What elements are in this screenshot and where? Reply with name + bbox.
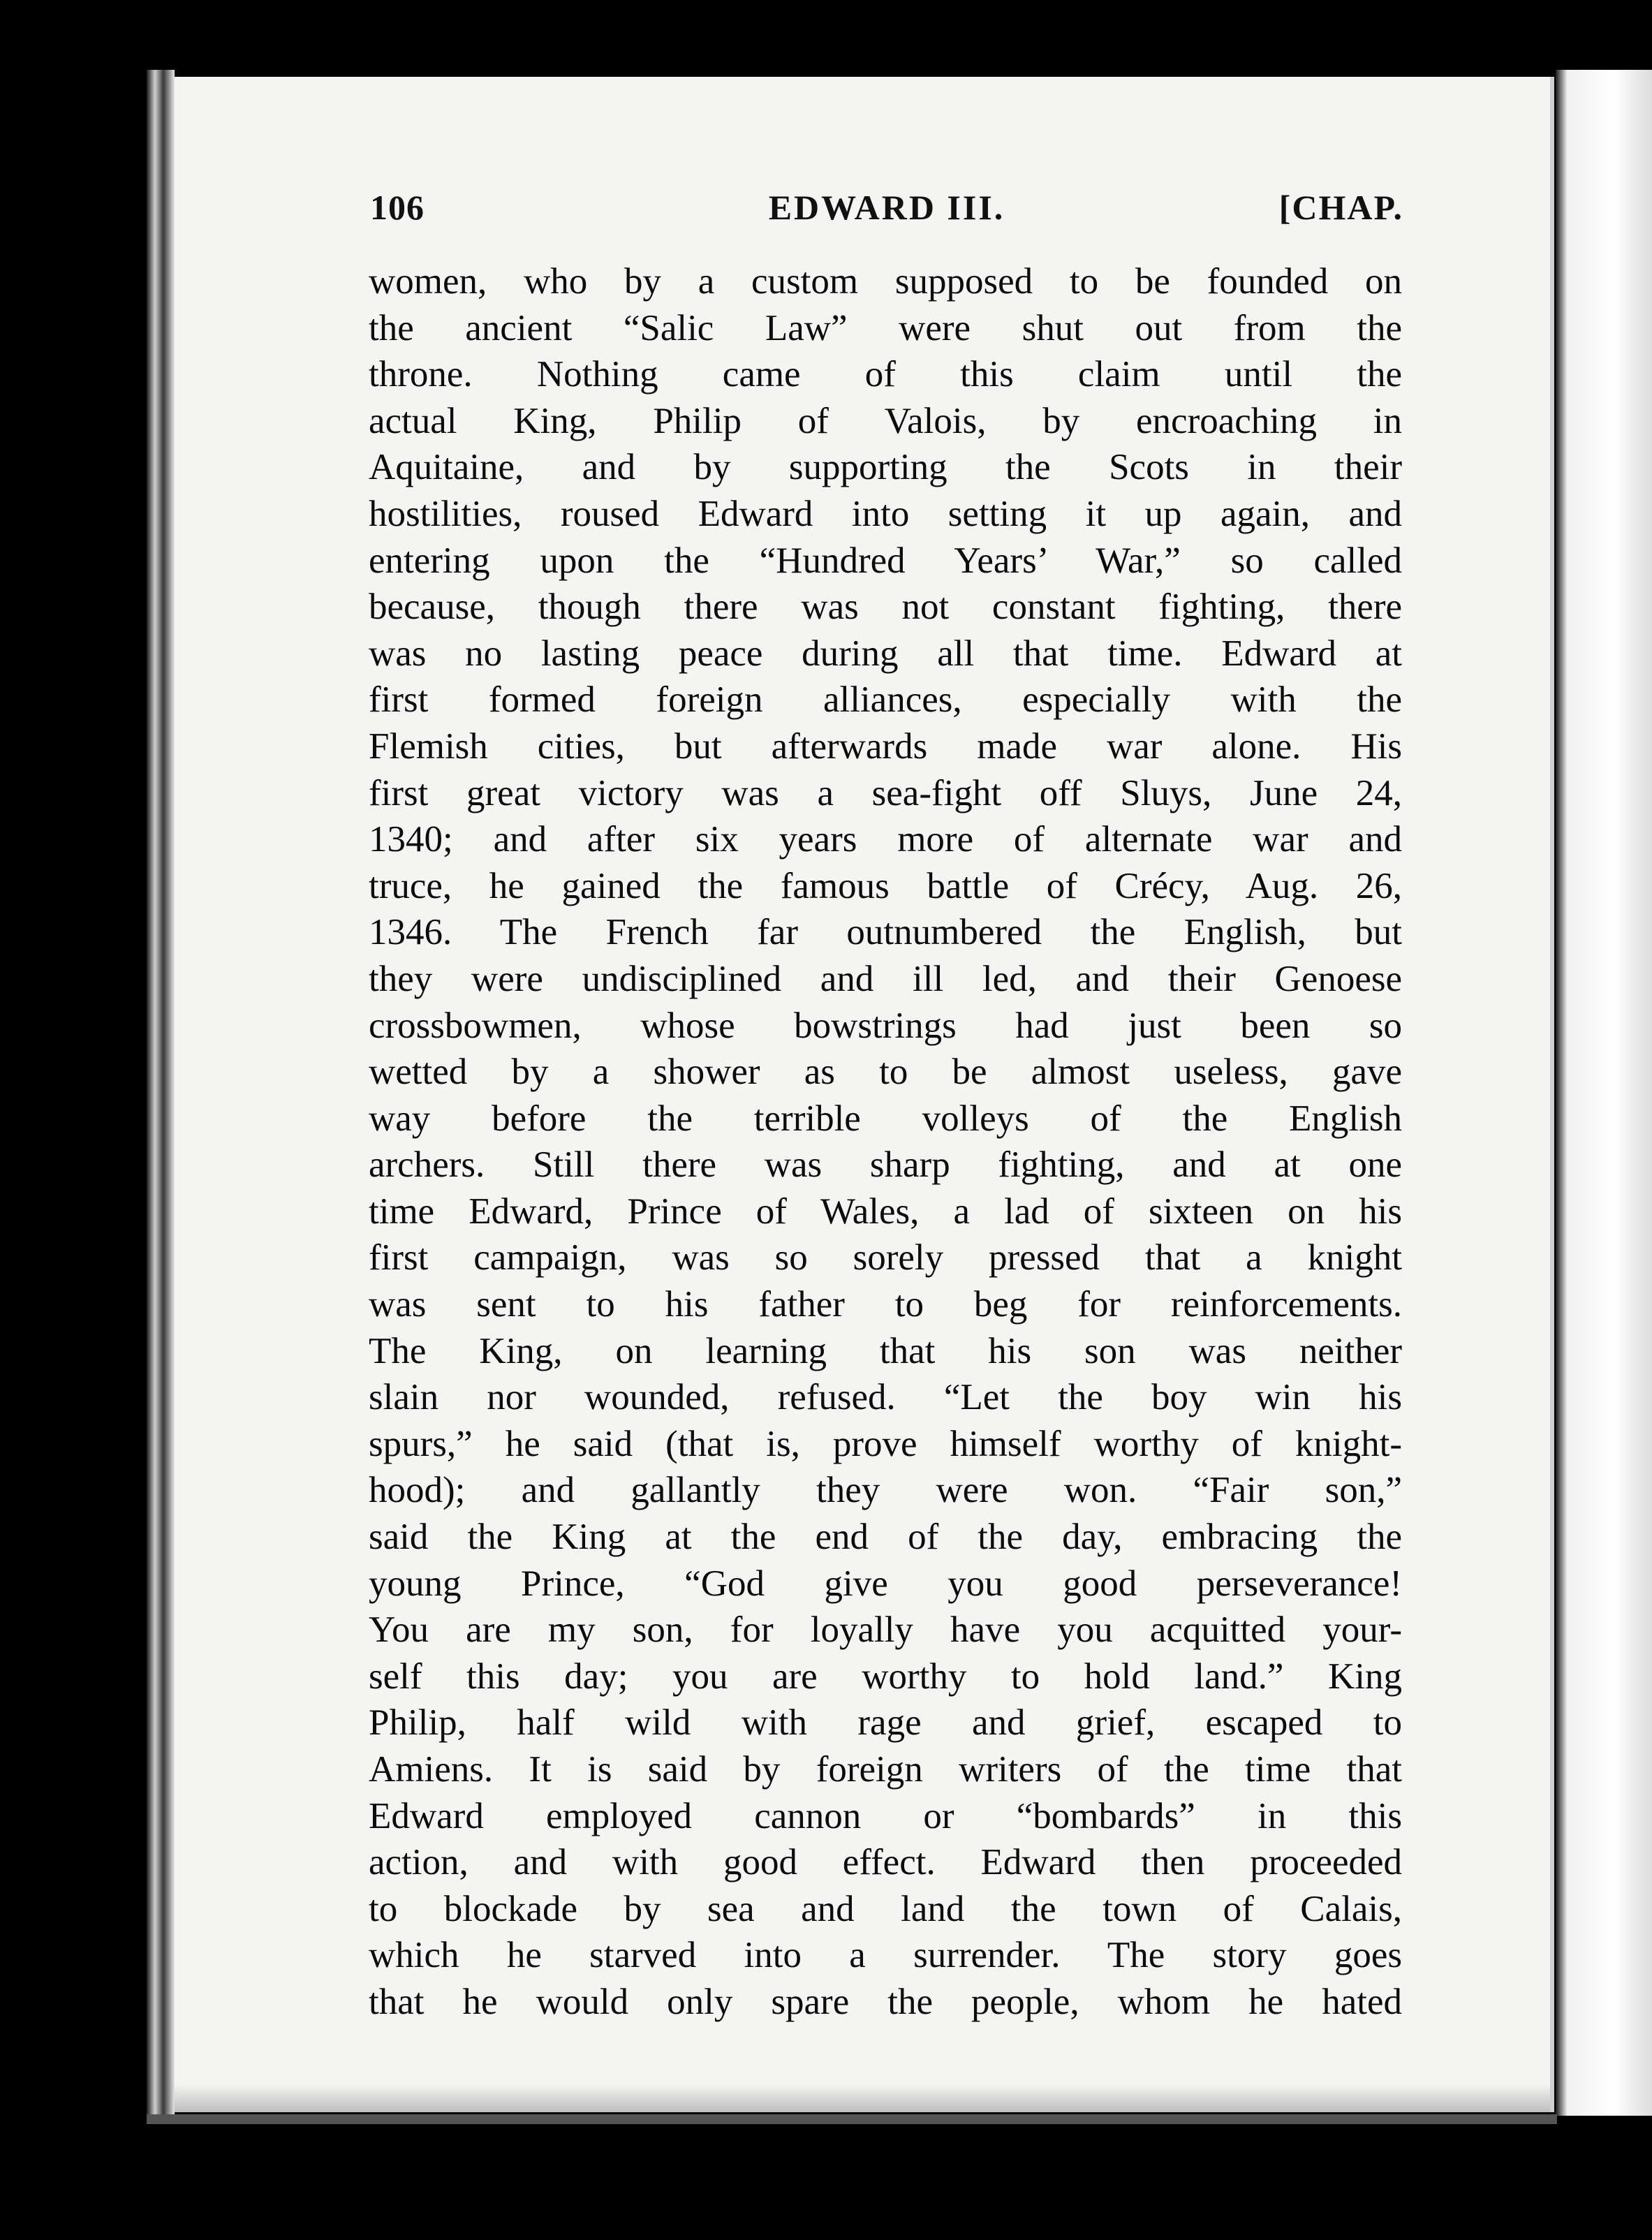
text-line: Amiens. It is said by foreign writers of the time that (369, 1749, 1402, 1790)
text-line: Philip, half wild with rage and grief, escaped to (369, 1702, 1402, 1744)
running-header (370, 187, 1403, 236)
chapter-marker: [CHAP. (1278, 188, 1403, 227)
text-line: action, and with good effect. Edward then proceeded (369, 1842, 1402, 1883)
text-line: that he would only spare the people, whom he hated (369, 1981, 1402, 2022)
text-line: said the King at the end of the day, embracing the (369, 1517, 1402, 1558)
text-line: hostilities, roused Edward into setting it up again, and (369, 493, 1402, 534)
text-line: first campaign, was so sorely pressed that a knight (369, 1237, 1402, 1279)
text-line: Edward employed cannon or “bombards” in this (369, 1795, 1402, 1836)
text-line: Flemish cities, but afterwards made war alone. His (369, 725, 1402, 767)
running-title: EDWARD III. (768, 188, 1005, 227)
facing-page-edge (1556, 70, 1652, 2116)
text-line: which he starved into a surrender. The story goes (369, 1935, 1402, 1976)
text-line: entering upon the “Hundred Years’ War,” so called (369, 540, 1402, 581)
text-line: 1340; and after six years more of alternate war and (369, 819, 1402, 860)
text-line: The King, on learning that his son was neither (369, 1330, 1402, 1371)
text-line: first great victory was a sea-fight off Sluys, June 24, (369, 772, 1402, 813)
text-line: throne. Nothing came of this claim until the (369, 354, 1402, 395)
text-line: was sent to his father to beg for reinforcements. (369, 1284, 1402, 1325)
text-line: You are my son, for loyally have you acquitted your- (369, 1609, 1402, 1651)
body-text (369, 258, 1402, 2026)
text-line: hood); and gallantly they were won. “Fair son,” (369, 1470, 1402, 1511)
text-line: truce, he gained the famous battle of Crécy, Aug. 26, (369, 865, 1402, 906)
book-left-edge (147, 70, 175, 2116)
text-line: way before the terrible volleys of the English (369, 1098, 1402, 1139)
text-line: the ancient “Salic Law” were shut out from the (369, 307, 1402, 348)
text-line: spurs,” he said (that is, prove himself worthy of knight- (369, 1423, 1402, 1464)
text-line: self this day; you are worthy to hold land.” King (369, 1656, 1402, 1697)
text-line: slain nor wounded, refused. “Let the boy win his (369, 1377, 1402, 1418)
text-line: wetted by a shower as to be almost useless, gave (369, 1052, 1402, 1093)
text-line: they were undisciplined and ill led, and their Genoese (369, 958, 1402, 999)
text-line: crossbowmen, whose bowstrings had just been so (369, 1005, 1402, 1046)
text-line: Aquitaine, and by supporting the Scots in their (369, 447, 1402, 488)
page-bottom-shadow (147, 2114, 1557, 2124)
text-line: was no lasting peace during all that time. Edward at (369, 633, 1402, 674)
text-line: women, who by a custom supposed to be founded on (369, 261, 1402, 302)
page-number: 106 (370, 188, 425, 227)
text-line: to blockade by sea and land the town of Calais, (369, 1888, 1402, 1929)
text-line: first formed foreign alliances, especially with the (369, 679, 1402, 721)
text-line: time Edward, Prince of Wales, a lad of sixteen on his (369, 1191, 1402, 1232)
text-line: young Prince, “God give you good perseverance! (369, 1563, 1402, 1604)
text-line: because, though there was not constant fighting, there (369, 587, 1402, 628)
text-line: 1346. The French far outnumbered the English, but (369, 912, 1402, 953)
text-line: actual King, Philip of Valois, by encroaching in (369, 400, 1402, 441)
text-line: archers. Still there was sharp fighting, and at one (369, 1144, 1402, 1186)
